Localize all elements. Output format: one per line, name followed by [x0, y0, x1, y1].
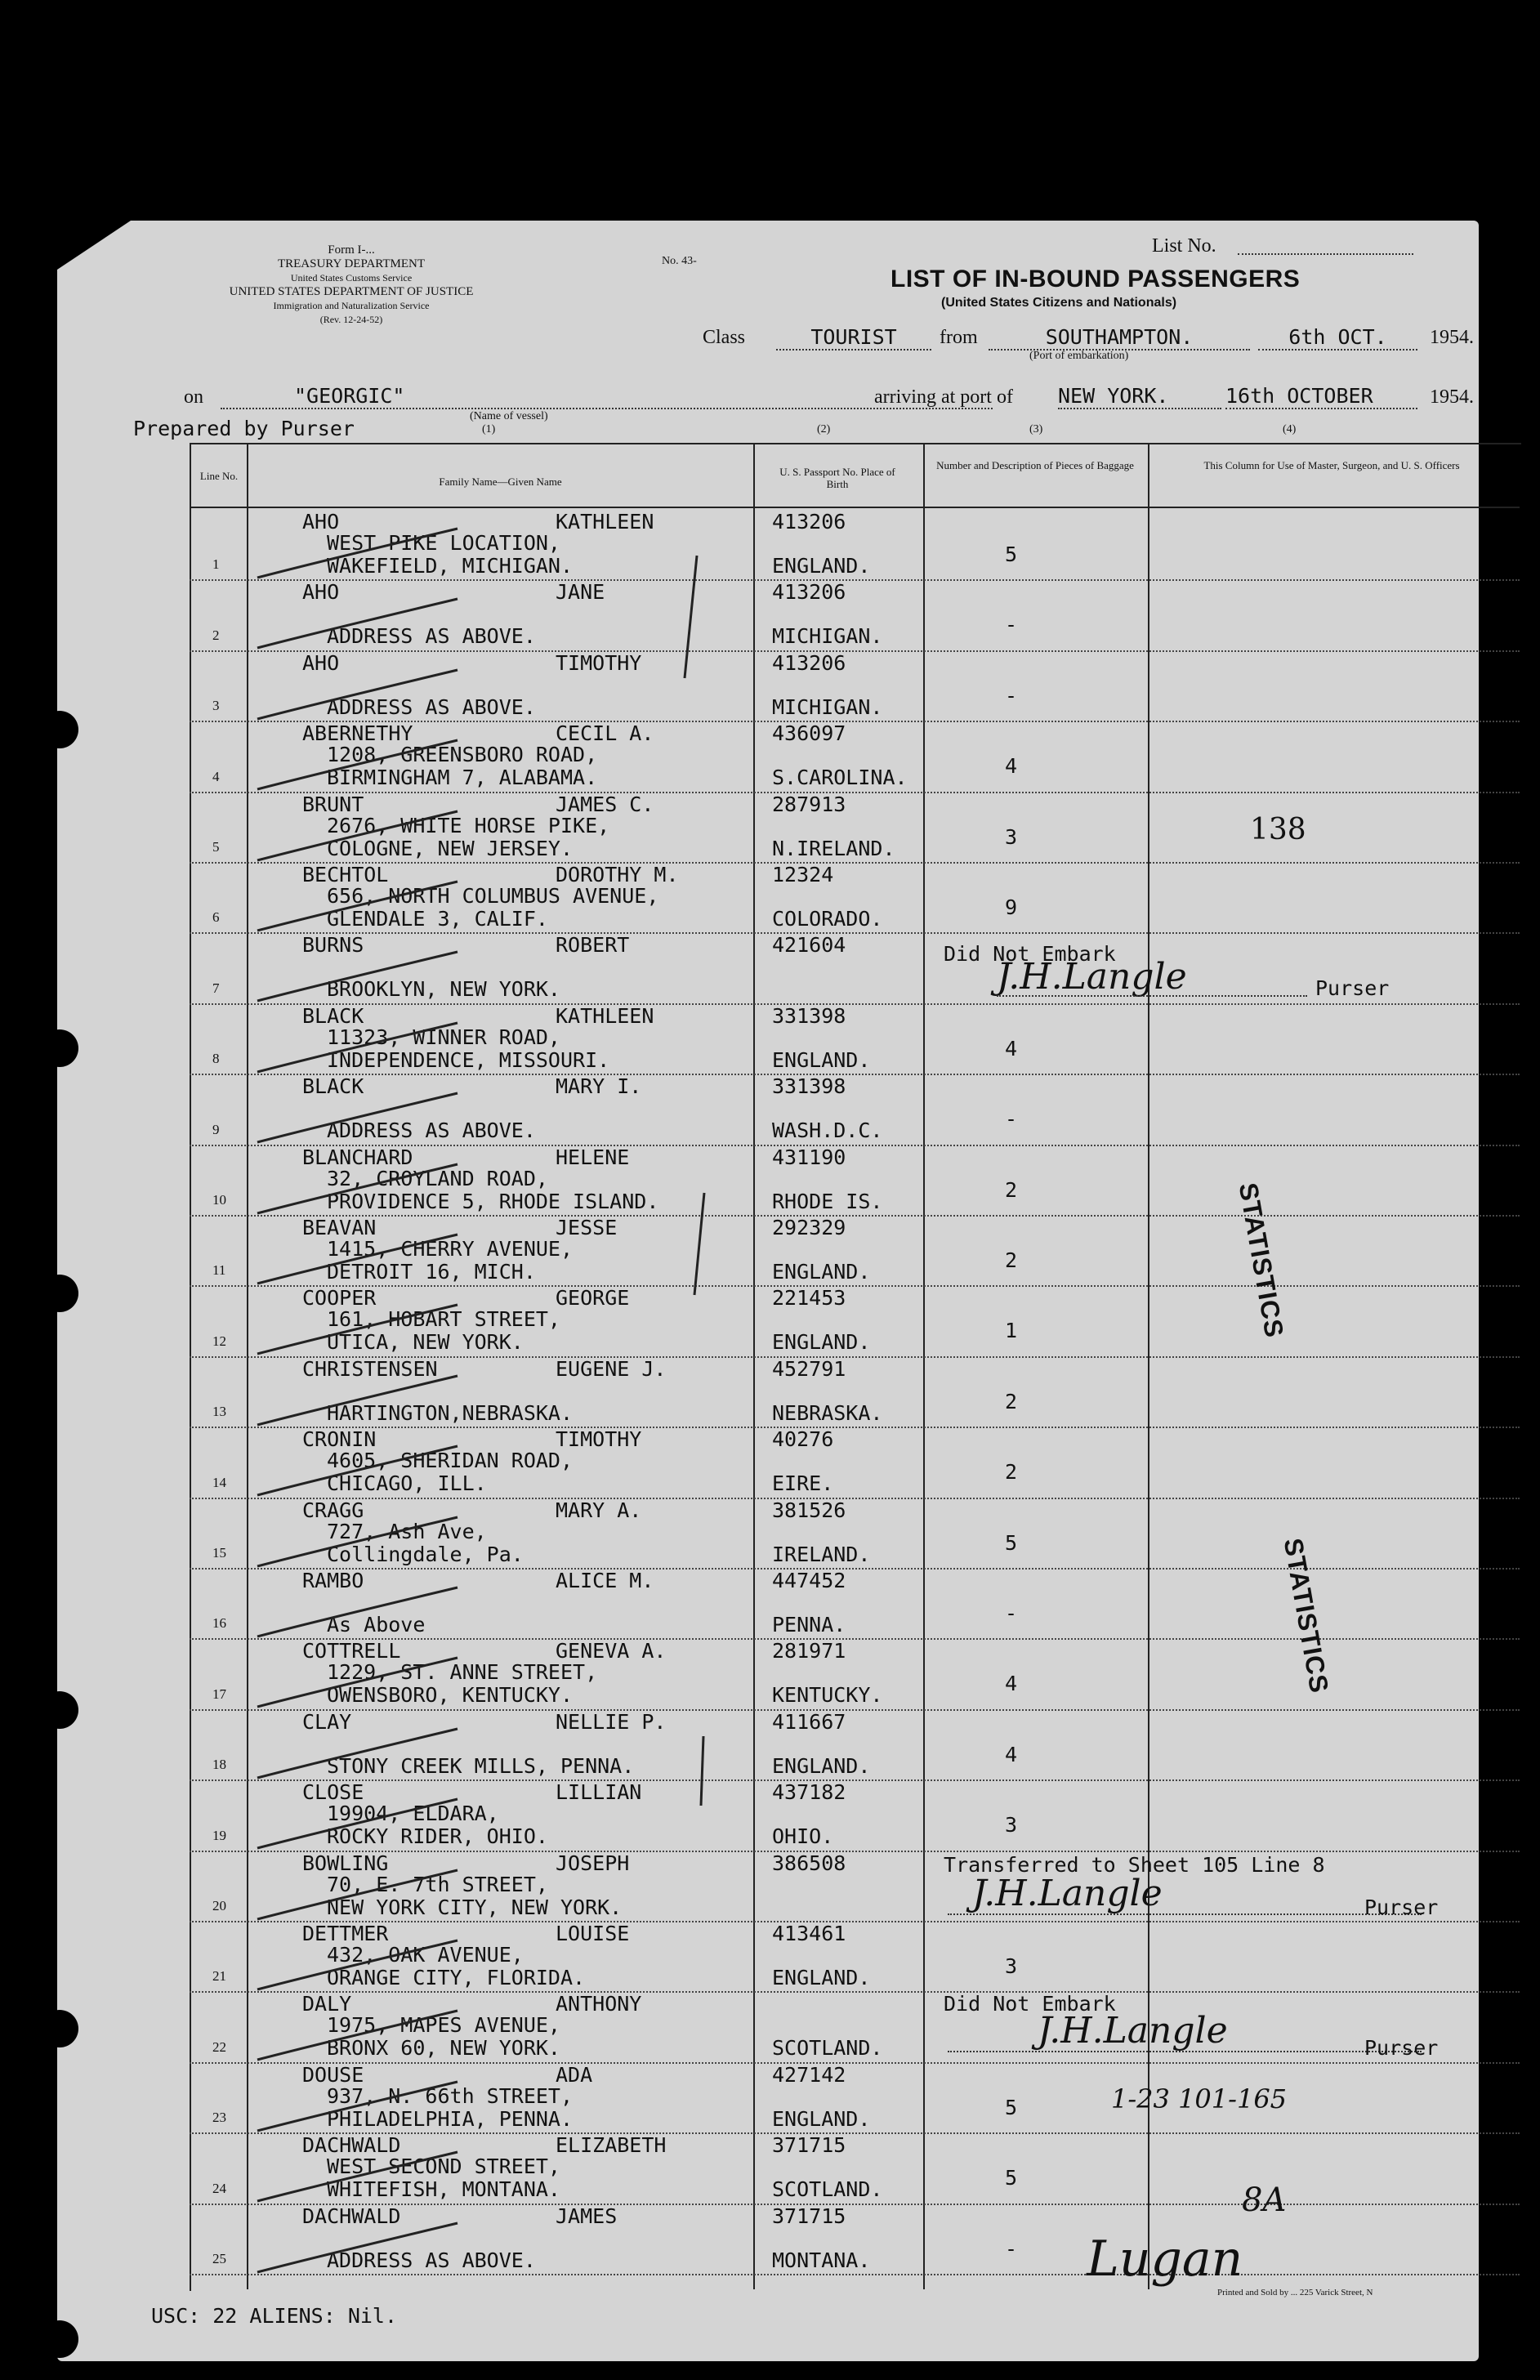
family-name: CLOSE: [302, 1780, 364, 1805]
revision: (Rev. 12-24-52): [319, 314, 383, 325]
given-name: GENEVA A.: [556, 1639, 667, 1663]
place-of-birth: ENGLAND.: [772, 554, 871, 578]
passport-number: 452791: [772, 1356, 846, 1381]
given-name: EUGENE J.: [556, 1356, 667, 1381]
family-name: ABERNETHY: [302, 721, 413, 746]
baggage-count: 4: [1005, 1672, 1018, 1696]
line-number: 4: [212, 768, 220, 784]
line-number: 10: [212, 1191, 226, 1208]
passport-number: 411667: [772, 1709, 846, 1734]
statistics-stamp-2: STATISTICS: [1278, 1536, 1335, 1696]
place-of-birth: MICHIGAN.: [772, 624, 883, 649]
hand-note-range: 1-23 101-165: [1111, 2083, 1288, 2114]
place-of-birth: ENGLAND.: [772, 1260, 871, 1284]
address-line-2: ADDRESS AS ABOVE.: [327, 694, 536, 719]
baggage-count: -: [1005, 1601, 1018, 1625]
given-name: KATHLEEN: [556, 510, 654, 534]
hand-note-8a: 8A: [1242, 2181, 1287, 2219]
given-name: ANTHONY: [556, 1992, 642, 2016]
family-name: CHRISTENSEN: [302, 1356, 438, 1381]
family-name: BURNS: [302, 933, 364, 958]
line-number: 17: [212, 1686, 226, 1702]
arriving-label: arriving at port of: [874, 386, 1013, 408]
pencil-stroke: [685, 556, 697, 678]
address-line-2: PROVIDENCE 5, RHODE ISLAND.: [327, 1189, 659, 1213]
line-number: 7: [212, 980, 220, 996]
address-line-2: BRONX 60, NEW YORK.: [327, 2036, 560, 2061]
document-subtitle: (United States Citizens and Nationals): [941, 296, 1177, 310]
line-number: 13: [212, 1404, 226, 1420]
baggage-count: 3: [1005, 1954, 1018, 1978]
address-line-2: Collingdale, Pa.: [327, 1542, 524, 1566]
year-2: 1954.: [1430, 386, 1474, 408]
address-line-2: INDEPENDENCE, MISSOURI.: [327, 1047, 610, 1072]
baggage-count: 4: [1005, 1742, 1018, 1766]
passport-number: 40276: [772, 1427, 834, 1452]
address-line-2: As Above: [327, 1613, 426, 1637]
baggage-count: 1: [1005, 1319, 1018, 1343]
passport-number: 431190: [772, 1145, 846, 1169]
place-of-birth: RHODE IS.: [772, 1189, 883, 1213]
place-of-birth: ENGLAND.: [772, 1753, 871, 1778]
given-name: JOSEPH: [556, 1851, 630, 1875]
place-of-birth: ENGLAND.: [772, 2106, 871, 2131]
on-label: on: [184, 386, 203, 408]
address-line-2: ADDRESS AS ABOVE.: [327, 624, 536, 649]
passport-number: 386508: [772, 1851, 846, 1875]
address-line-2: BIRMINGHAM 7, ALABAMA.: [327, 766, 598, 790]
header-name: Family Name—Given Name: [439, 476, 562, 488]
no-label: No. 43-: [662, 255, 697, 267]
family-name: COTTRELL: [302, 1639, 401, 1663]
address-line-1: 11323, WINNER ROAD,: [327, 1025, 560, 1049]
place-of-birth: ENGLAND.: [772, 1966, 871, 1989]
line-number: 12: [212, 1333, 226, 1349]
address-line-2: BROOKLYN, NEW YORK.: [327, 977, 560, 1002]
address-line-2: DETROIT 16, MICH.: [327, 1260, 536, 1284]
passport-number: 292329: [772, 1216, 846, 1239]
family-name: COOPER: [302, 1286, 377, 1311]
address-line-1: 656, NORTH COLUMBUS AVENUE,: [327, 884, 659, 908]
address-line-1: 937, N. 66th STREET,: [327, 2083, 574, 2108]
signature-2: J.H.Langle: [972, 1873, 1163, 1914]
given-name: JESSE: [556, 1216, 618, 1239]
baggage-count: 4: [1005, 754, 1018, 779]
line-number: 24: [212, 2180, 226, 2196]
address-line-1: 1208, GREENSBORO ROAD,: [327, 743, 598, 767]
address-line-1: 70, E. 7th STREET,: [327, 1872, 548, 1896]
baggage-count: 2: [1005, 1389, 1018, 1413]
vessel-name: "GEORGIC": [221, 384, 993, 409]
signature-1: J.H.Langle: [997, 956, 1187, 998]
family-name: CLAY: [302, 1709, 352, 1734]
family-name: DACHWALD: [302, 2204, 401, 2228]
baggage-count: 2: [1005, 1248, 1018, 1272]
line-number: 14: [212, 1474, 226, 1490]
given-name: MARY A.: [556, 1498, 642, 1522]
family-name: BECHTOL: [302, 863, 389, 886]
baggage-count: 3: [1005, 824, 1018, 849]
line-number: 15: [212, 1544, 226, 1561]
address-line-2: ADDRESS AS ABOVE.: [327, 2248, 536, 2272]
line-number: 20: [212, 1897, 226, 1913]
given-name: HELENE: [556, 1145, 630, 1169]
family-name: DETTMER: [302, 1922, 389, 1945]
officer-signature: Lugan: [1087, 2230, 1243, 2288]
family-name: BRUNT: [302, 792, 364, 816]
address-line-2: WHITEFISH, MONTANA.: [327, 2177, 560, 2202]
family-name: BLANCHARD: [302, 1145, 413, 1169]
baggage-count: 4: [1005, 1036, 1018, 1061]
address-line-2: ORANGE CITY, FLORIDA.: [327, 1966, 586, 1989]
note-did-not-embark-1: Did Not Embark: [944, 942, 1116, 966]
place-of-birth: KENTUCKY.: [772, 1683, 883, 1708]
col-num-4: (4): [1283, 423, 1297, 435]
place-of-birth: COLORADO.: [772, 907, 883, 931]
prepared-by: Prepared by Purser: [133, 417, 355, 440]
line-number: 1: [212, 556, 220, 573]
passport-number: 331398: [772, 1003, 846, 1028]
place-of-birth: IRELAND.: [772, 1542, 871, 1566]
baggage-count: -: [1005, 683, 1018, 708]
place-of-birth: SCOTLAND.: [772, 2036, 883, 2061]
address-line-2: CHICAGO, ILL.: [327, 1471, 487, 1496]
treasury-dept: TREASURY DEPARTMENT: [277, 257, 426, 270]
passport-number: 381526: [772, 1498, 846, 1522]
given-name: JANE: [556, 580, 605, 605]
family-name: DACHWALD: [302, 2133, 401, 2158]
passport-number: 427142: [772, 2062, 846, 2087]
vessel-label: (Name of vessel): [470, 410, 548, 422]
given-name: TIMOTHY: [556, 1427, 642, 1452]
place-of-birth: N.IRELAND.: [772, 836, 895, 860]
baggage-count: -: [1005, 1107, 1018, 1132]
purser-label-3: Purser: [1364, 2036, 1439, 2060]
pencil-marks: [57, 221, 1479, 2361]
family-name: BLACK: [302, 1003, 364, 1028]
port-embarkation-label: (Port of embarkation): [1029, 350, 1129, 362]
baggage-count: 5: [1005, 543, 1018, 566]
given-name: ELIZABETH: [556, 2133, 667, 2158]
address-line-1: 727, Ash Ave,: [327, 1519, 487, 1543]
line-number: 25: [212, 2250, 226, 2266]
manifest-sheet: [57, 221, 1479, 2361]
place-of-birth: SCOTLAND.: [772, 2177, 883, 2202]
family-name: AHO: [302, 510, 340, 534]
line-number: 9: [212, 1121, 220, 1137]
address-line-2: COLOGNE, NEW JERSEY.: [327, 836, 574, 860]
place-of-birth: EIRE.: [772, 1471, 834, 1496]
class-value: TOURIST: [776, 325, 931, 351]
form-number: Form I-...: [328, 243, 375, 257]
place-of-birth: OHIO.: [772, 1824, 834, 1849]
address-line-2: ROCKY RIDER, OHIO.: [327, 1824, 548, 1849]
passport-number: 287913: [772, 792, 846, 816]
given-name: ALICE M.: [556, 1569, 654, 1592]
given-name: DOROTHY M.: [556, 863, 679, 886]
col-num-1: (1): [482, 423, 496, 435]
arrival-port: NEW YORK.: [1058, 384, 1221, 409]
col-num-3: (3): [1029, 423, 1043, 435]
address-line-2: GLENDALE 3, CALIF.: [327, 907, 548, 931]
ins-service: Immigration and Naturalization Service: [273, 300, 430, 311]
baggage-count: 3: [1005, 1813, 1018, 1837]
family-name: AHO: [302, 650, 340, 675]
line-number: 11: [212, 1262, 226, 1279]
statistics-stamp: STATISTICS: [1233, 1181, 1290, 1341]
address-line-1: WEST SECOND STREET,: [327, 2155, 560, 2179]
baggage-count: 5: [1005, 2166, 1018, 2190]
port-embarkation: SOUTHAMPTON.: [989, 325, 1250, 351]
given-name: ADA: [556, 2062, 593, 2087]
header-officers: This Column for Use of Master, Surgeon, and U. S. Officers: [1203, 459, 1460, 471]
address-line-1: 1229, ST. ANNE STREET,: [327, 1660, 598, 1685]
purser-label-2: Purser: [1364, 1896, 1439, 1919]
baggage-count: 2: [1005, 1177, 1018, 1202]
address-line-1: 4605, SHERIDAN ROAD,: [327, 1449, 574, 1473]
passport-number: 413206: [772, 510, 846, 534]
address-line-1: 2676, WHITE HORSE PIKE,: [327, 813, 610, 837]
class-label: Class: [703, 327, 746, 348]
place-of-birth: ENGLAND.: [772, 1330, 871, 1355]
year-1: 1954.: [1430, 327, 1474, 348]
line-number: 21: [212, 1968, 226, 1985]
given-name: JAMES: [556, 2204, 618, 2228]
pencil-stroke: [701, 1736, 703, 1806]
passport-number: 436097: [772, 721, 846, 746]
family-name: DALY: [302, 1992, 352, 2016]
place-of-birth: NEBRASKA.: [772, 1400, 883, 1425]
line-number: 2: [212, 627, 220, 643]
line-number: 23: [212, 2110, 226, 2126]
list-no-label: List No.: [1152, 235, 1216, 257]
place-of-birth: WASH.D.C.: [772, 1119, 883, 1143]
family-name: BLACK: [302, 1074, 364, 1099]
given-name: ROBERT: [556, 933, 630, 958]
passport-number: 437182: [772, 1780, 846, 1805]
baggage-count: 5: [1005, 2095, 1018, 2119]
given-name: GEORGE: [556, 1286, 630, 1311]
passport-number: 413206: [772, 580, 846, 605]
signature-3: J.H.Langle: [1038, 2010, 1228, 2052]
place-of-birth: ENGLAND.: [772, 1047, 871, 1072]
baggage-count: 2: [1005, 1460, 1018, 1485]
address-line-1: 32, CROYLAND ROAD,: [327, 1166, 548, 1190]
printer-note: Printed and Sold by ... 225 Varick Street, N: [1217, 2288, 1373, 2297]
arrival-date: 16th OCTOBER: [1225, 384, 1417, 409]
passport-number: 413206: [772, 650, 846, 675]
address-line-2: OWENSBORO, KENTUCKY.: [327, 1683, 574, 1708]
from-label: from: [940, 327, 978, 348]
header-line-no: Line No.: [199, 470, 239, 482]
address-line-1: 1415, CHERRY AVENUE,: [327, 1237, 574, 1261]
place-of-birth: PENNA.: [772, 1613, 846, 1637]
family-name: RAMBO: [302, 1569, 364, 1592]
passport-number: 12324: [772, 863, 834, 886]
passport-number: 331398: [772, 1074, 846, 1099]
place-of-birth: S.CAROLINA.: [772, 766, 908, 790]
passport-number: 221453: [772, 1286, 846, 1311]
address-line-2: PHILADELPHIA, PENNA.: [327, 2106, 574, 2131]
given-name: TIMOTHY: [556, 650, 642, 675]
line-number: 22: [212, 2038, 226, 2055]
baggage-count: 9: [1005, 895, 1018, 919]
given-name: MARY I.: [556, 1074, 642, 1099]
place-of-birth: MICHIGAN.: [772, 694, 883, 719]
pencil-stroke: [694, 1193, 704, 1295]
given-name: LOUISE: [556, 1922, 630, 1945]
given-name: JAMES C.: [556, 792, 654, 816]
line-number: 6: [212, 909, 220, 926]
family-name: DOUSE: [302, 2062, 364, 2087]
baggage-count: -: [1005, 2236, 1018, 2261]
family-name: AHO: [302, 580, 340, 605]
given-name: NELLIE P.: [556, 1709, 667, 1734]
given-name: LILLIAN: [556, 1780, 642, 1805]
line-number: 19: [212, 1827, 226, 1843]
customs-service: United States Customs Service: [290, 272, 413, 284]
passport-number: 371715: [772, 2204, 846, 2228]
officer-number: 138: [1250, 813, 1306, 846]
family-name: CRAGG: [302, 1498, 364, 1522]
address-line-2: UTICA, NEW YORK.: [327, 1330, 524, 1355]
line-number: 18: [212, 1757, 226, 1773]
family-name: BEAVAN: [302, 1216, 377, 1239]
place-of-birth: MONTANA.: [772, 2248, 871, 2272]
line-number: 3: [212, 698, 220, 714]
address-line-2: NEW YORK CITY, NEW YORK.: [327, 1895, 623, 1919]
address-line-1: 1975, MAPES AVENUE,: [327, 2013, 560, 2038]
family-name: BOWLING: [302, 1851, 389, 1875]
passport-number: 421604: [772, 933, 846, 958]
note-transferred: Transferred to Sheet 105 Line 8: [944, 1853, 1325, 1877]
address-line-1: WEST PIKE LOCATION,: [327, 531, 560, 555]
passport-number: 447452: [772, 1569, 846, 1592]
footer-totals: USC: 22 ALIENS: Nil.: [151, 2304, 398, 2328]
address-line-2: ADDRESS AS ABOVE.: [327, 1119, 536, 1143]
line-number: 5: [212, 838, 220, 855]
note-did-not-embark-2: Did Not Embark: [944, 1992, 1116, 2016]
departure-date: 6th OCT.: [1258, 325, 1417, 351]
header-passport: U. S. Passport No. Place of Birth: [779, 466, 895, 490]
passport-number: 413461: [772, 1922, 846, 1945]
col-num-2: (2): [817, 423, 831, 435]
header-baggage: Number and Description of Pieces of Baggage: [936, 459, 1134, 471]
passport-number: 281971: [772, 1639, 846, 1663]
given-name: CECIL A.: [556, 721, 654, 746]
line-number: 16: [212, 1615, 226, 1632]
document-title: LIST OF IN-BOUND PASSENGERS: [891, 266, 1301, 292]
line-number: 8: [212, 1051, 220, 1067]
given-name: KATHLEEN: [556, 1003, 654, 1028]
address-line-1: 19904, ELDARA,: [327, 1802, 499, 1826]
address-line-2: STONY CREEK MILLS, PENNA.: [327, 1753, 635, 1778]
passport-number: 371715: [772, 2133, 846, 2158]
address-line-2: HARTINGTON,NEBRASKA.: [327, 1400, 574, 1425]
justice-dept: UNITED STATES DEPARTMENT OF JUSTICE: [229, 285, 474, 298]
baggage-count: 5: [1005, 1530, 1018, 1555]
address-line-1: 161, HOBART STREET,: [327, 1307, 560, 1332]
baggage-count: -: [1005, 613, 1018, 637]
address-line-1: 432, OAK AVENUE,: [327, 1943, 524, 1967]
address-line-2: WAKEFIELD, MICHIGAN.: [327, 554, 574, 578]
family-name: CRONIN: [302, 1427, 377, 1452]
purser-label-1: Purser: [1315, 976, 1390, 1000]
